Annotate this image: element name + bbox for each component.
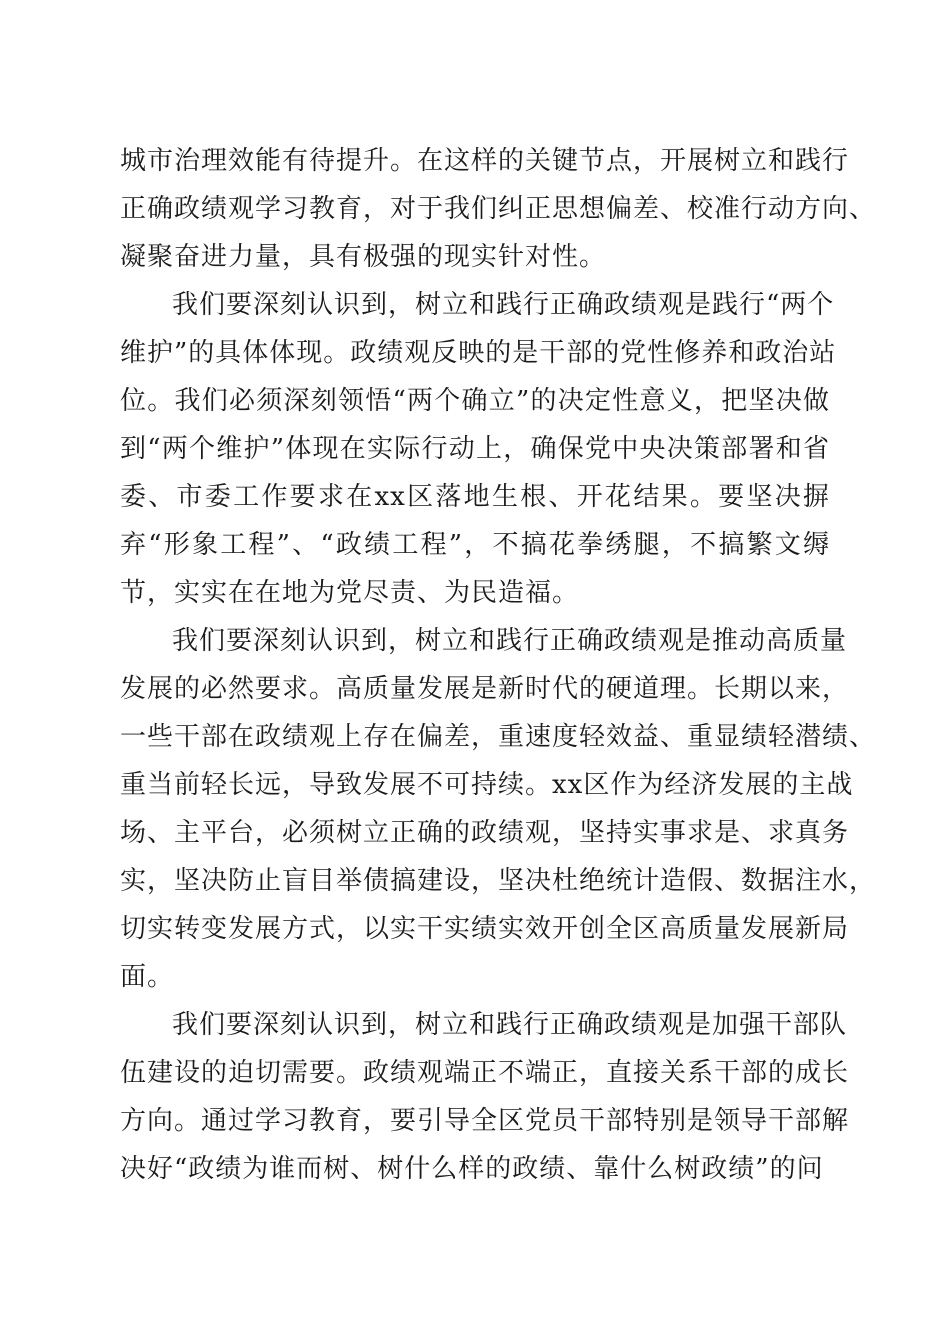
paragraph bbox=[120, 1001, 850, 1193]
text-line: 决好“政绩为谁而树、树什么样的政绩、靠什么树政绩”的问 bbox=[120, 1154, 824, 1184]
text-line: 弃“形象工程”、“政绩工程”，不搞花拳绣腿，不搞繁文缛 bbox=[120, 530, 830, 560]
paragraph bbox=[120, 137, 877, 281]
text-line: 位。我们必须深刻领悟“两个确立”的决定性意义，把坚决做 bbox=[120, 386, 830, 416]
text-line: 伍建设的迫切需要。政绩观端正不端正，直接关系干部的成长 bbox=[120, 1058, 850, 1088]
text-line: 我们要深刻认识到，树立和践行正确政绩观是加强干部队 bbox=[172, 1010, 848, 1040]
text-line: 场、主平台，必须树立正确的政绩观，坚持实事求是、求真务 bbox=[120, 818, 850, 848]
text-line: 城市治理效能有待提升。在这样的关键节点，开展树立和践行 bbox=[120, 146, 850, 176]
text-line: 发展的必然要求。高质量发展是新时代的硬道理。长期以来， bbox=[120, 674, 850, 704]
text-line: 我们要深刻认识到，树立和践行正确政绩观是践行“两个 bbox=[172, 290, 835, 320]
text-line: 凝聚奋进力量，具有极强的现实针对性。 bbox=[120, 242, 607, 272]
text-line: 一些干部在政绩观上存在偏差，重速度轻效益、重显绩轻潜绩、 bbox=[120, 722, 877, 752]
text-line: 我们要深刻认识到，树立和践行正确政绩观是推动高质量 bbox=[172, 626, 848, 656]
text-line: 面。 bbox=[120, 962, 175, 992]
text-line: 重当前轻长远，导致发展不可持续。xx区作为经济发展的主战 bbox=[120, 770, 854, 800]
text-line: 正确政绩观学习教育，对于我们纠正思想偏差、校准行动方向、 bbox=[120, 194, 877, 224]
paragraph bbox=[120, 617, 877, 1001]
document-body bbox=[120, 137, 877, 1193]
text-line: 维护”的具体体现。政绩观反映的是干部的党性修养和政治站 bbox=[120, 338, 837, 368]
text-line: 委、市委工作要求在xx区落地生根、开花结果。要坚决摒 bbox=[120, 482, 830, 512]
text-line: 方向。通过学习教育，要引导全区党员干部特别是领导干部解 bbox=[120, 1106, 850, 1136]
text-line: 到“两个维护”体现在实际行动上，确保党中央决策部署和省 bbox=[120, 434, 830, 464]
text-line: 节，实实在在地为党尽责、为民造福。 bbox=[120, 578, 580, 608]
text-line: 实，坚决防止盲目举债搞建设，坚决杜绝统计造假、数据注水， bbox=[120, 866, 877, 896]
paragraph bbox=[120, 281, 837, 617]
text-line: 切实转变发展方式，以实干实绩实效开创全区高质量发展新局 bbox=[120, 914, 850, 944]
